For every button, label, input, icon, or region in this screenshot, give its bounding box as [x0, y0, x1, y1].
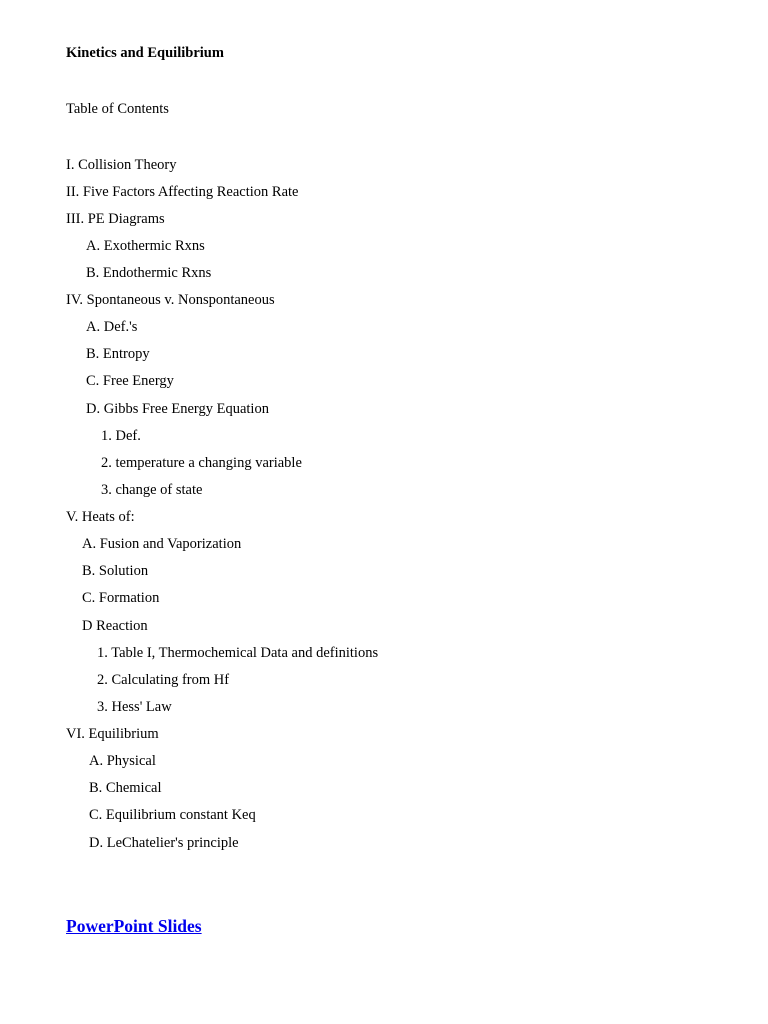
- toc-item: A. Def.'s: [86, 319, 138, 335]
- toc-item: V. Heats of:: [66, 509, 135, 525]
- toc-item: I. Collision Theory: [66, 157, 177, 173]
- toc-item: D Reaction: [82, 618, 148, 634]
- toc-item: C. Free Energy: [86, 373, 174, 389]
- toc-item: D. Gibbs Free Energy Equation: [86, 401, 269, 417]
- toc-item: 3. change of state: [101, 482, 203, 498]
- toc-item: 2. temperature a changing variable: [101, 455, 302, 471]
- toc-item: A. Physical: [89, 753, 156, 769]
- toc-item: B. Entropy: [86, 346, 150, 362]
- toc-item: 1. Def.: [101, 428, 141, 444]
- toc-item: B. Chemical: [89, 780, 162, 796]
- toc-item: VI. Equilibrium: [66, 726, 159, 742]
- toc-item: IV. Spontaneous v. Nonspontaneous: [66, 292, 275, 308]
- toc-item: II. Five Factors Affecting Reaction Rate: [66, 184, 299, 200]
- toc-item: 1. Table I, Thermochemical Data and definitions: [97, 645, 379, 661]
- toc-item: C. Formation: [82, 590, 160, 606]
- toc-item: 3. Hess' Law: [97, 699, 172, 715]
- powerpoint-slides-link[interactable]: PowerPoint Slides: [66, 916, 202, 936]
- toc-item: D. LeChatelier's principle: [89, 835, 239, 851]
- document-title: Kinetics and Equilibrium: [66, 45, 224, 61]
- toc-item: C. Equilibrium constant Keq: [89, 807, 256, 823]
- toc-item: A. Exothermic Rxns: [86, 238, 205, 254]
- toc-heading: Table of Contents: [66, 101, 169, 117]
- toc-item: III. PE Diagrams: [66, 211, 165, 227]
- toc-item: B. Solution: [82, 563, 149, 579]
- toc-item: A. Fusion and Vaporization: [82, 536, 242, 552]
- toc-item: B. Endothermic Rxns: [86, 265, 212, 281]
- toc-item: 2. Calculating from Hf: [97, 672, 230, 688]
